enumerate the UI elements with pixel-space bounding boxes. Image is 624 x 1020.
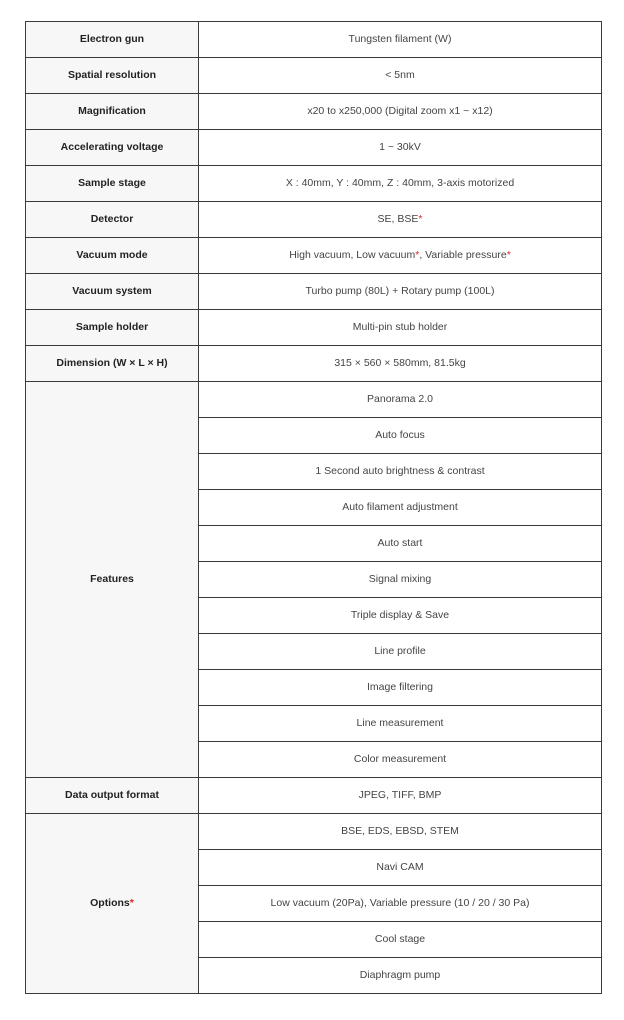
feature-item: Triple display & Save <box>199 598 602 634</box>
row-value: Tungsten filament (W) <box>199 22 602 58</box>
option-item: Navi CAM <box>199 850 602 886</box>
vacuum-mode-text-1: High vacuum, Low vacuum <box>289 249 416 261</box>
table-row <box>26 202 602 238</box>
detector-value-text: SE, BSE <box>377 213 419 225</box>
row-label: Detector <box>26 202 199 238</box>
table-row <box>26 778 602 814</box>
feature-item: Color measurement <box>199 742 602 778</box>
row-value: < 5nm <box>199 58 602 94</box>
feature-item: Line profile <box>199 634 602 670</box>
table-row <box>26 274 602 310</box>
row-label: Sample holder <box>26 310 199 346</box>
asterisk-mark: * <box>415 249 420 261</box>
specification-table <box>25 21 602 994</box>
table-row <box>26 94 602 130</box>
row-label: Vacuum system <box>26 274 199 310</box>
feature-item: Image filtering <box>199 670 602 706</box>
row-label: Magnification <box>26 94 199 130</box>
row-label: Spatial resolution <box>26 58 199 94</box>
option-item: BSE, EDS, EBSD, STEM <box>199 814 602 850</box>
table-row <box>26 310 602 346</box>
asterisk-mark: * <box>129 897 134 909</box>
options-label-text: Options <box>90 897 130 909</box>
feature-item: Auto start <box>199 526 602 562</box>
table-row <box>26 238 602 274</box>
features-label: Features <box>26 382 199 778</box>
row-label: Data output format <box>26 778 199 814</box>
feature-item: 1 Second auto brightness & contrast <box>199 454 602 490</box>
row-label: Sample stage <box>26 166 199 202</box>
row-value <box>199 238 602 274</box>
row-value: x20 to x250,000 (Digital zoom x1 ~ x12) <box>199 94 602 130</box>
table-row <box>26 166 602 202</box>
option-item: Diaphragm pump <box>199 958 602 994</box>
table-row <box>26 58 602 94</box>
table-row <box>26 382 602 418</box>
row-value: Multi-pin stub holder <box>199 310 602 346</box>
table-row <box>26 130 602 166</box>
option-item: Cool stage <box>199 922 602 958</box>
option-item: Low vacuum (20Pa), Variable pressure (10 / 20 / 30 Pa) <box>199 886 602 922</box>
row-value: 1 ~ 30kV <box>199 130 602 166</box>
asterisk-mark: * <box>418 213 423 225</box>
feature-item: Panorama 2.0 <box>199 382 602 418</box>
feature-item: Auto filament adjustment <box>199 490 602 526</box>
table-row <box>26 814 602 850</box>
row-label: Accelerating voltage <box>26 130 199 166</box>
feature-item: Auto focus <box>199 418 602 454</box>
row-value <box>199 202 602 238</box>
feature-item: Signal mixing <box>199 562 602 598</box>
row-value: Turbo pump (80L) + Rotary pump (100L) <box>199 274 602 310</box>
options-label <box>26 814 199 994</box>
row-label: Electron gun <box>26 22 199 58</box>
asterisk-mark: * <box>506 249 511 261</box>
row-value: JPEG, TIFF, BMP <box>199 778 602 814</box>
feature-item: Line measurement <box>199 706 602 742</box>
row-label: Dimension (W × L × H) <box>26 346 199 382</box>
table-row <box>26 22 602 58</box>
row-value: X : 40mm, Y : 40mm, Z : 40mm, 3-axis motorized <box>199 166 602 202</box>
vacuum-mode-text-2: , Variable pressure <box>419 249 507 261</box>
table-row <box>26 346 602 382</box>
row-value: 315 × 560 × 580mm, 81.5kg <box>199 346 602 382</box>
row-label: Vacuum mode <box>26 238 199 274</box>
